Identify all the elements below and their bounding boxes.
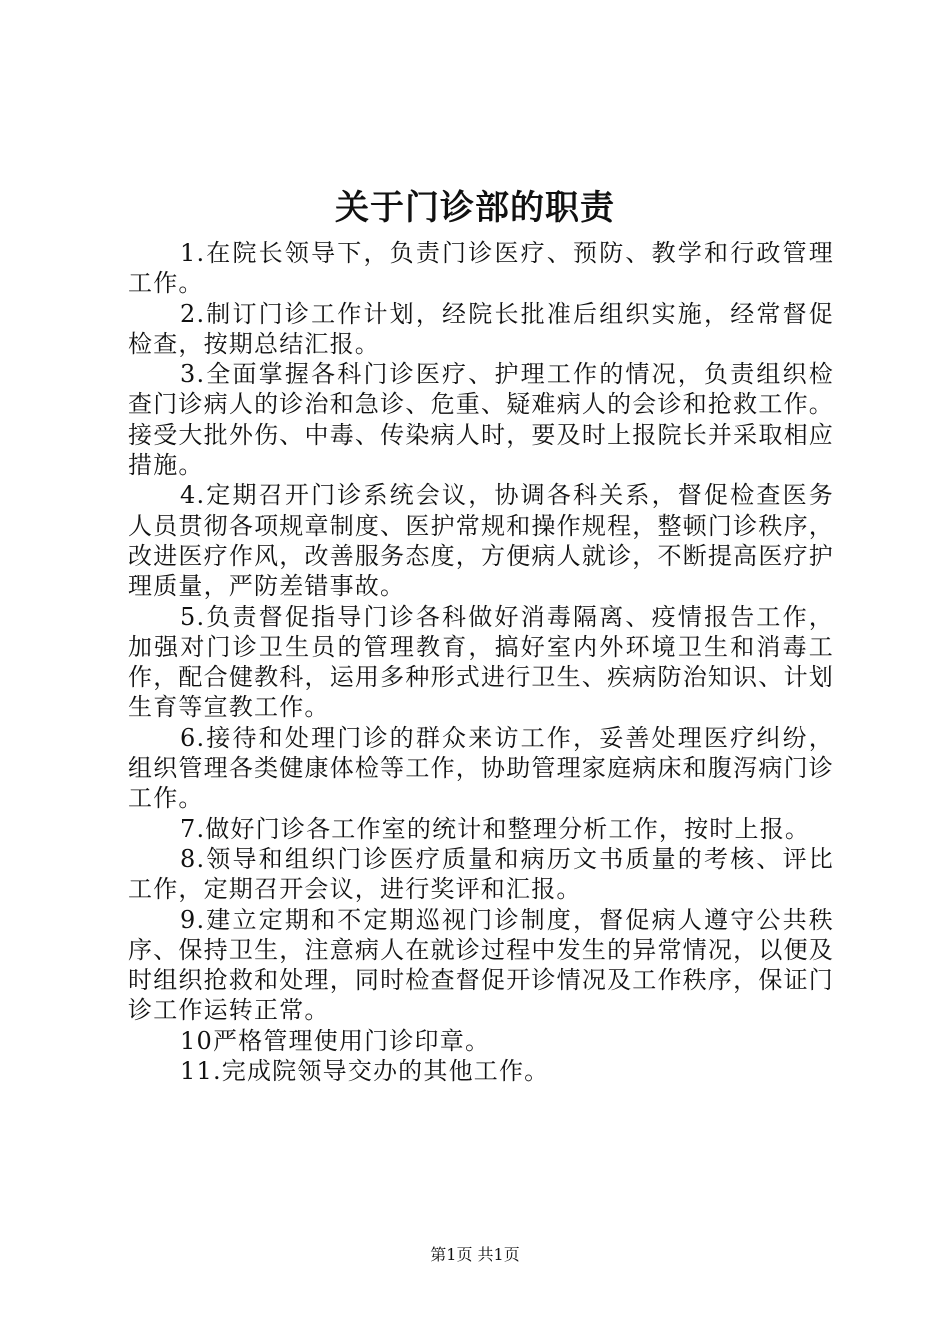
paragraph-6: 6.接待和处理门诊的群众来访工作，妥善处理医疗纠纷，组织管理各类健康体检等工作，协助管理家庭病床和腹泻病门诊工作。 [128, 723, 834, 813]
paragraph-4: 4.定期召开门诊系统会议，协调各科关系，督促检查医务人员贯彻各项规章制度、医护常规和操作规程，整顿门诊秩序，改进医疗作风，改善服务态度，方便病人就诊，不断提高医疗护理质量，严防差错事故。 [128, 481, 834, 601]
paragraph-3: 3.全面掌握各科门诊医疗、护理工作的情况，负责组织检查门诊病人的诊治和急诊、危重、疑难病人的会诊和抢救工作。接受大批外伤、中毒、传染病人时，要及时上报院长并采取相应措施。 [128, 360, 834, 480]
document-title: 关于门诊部的职责 [335, 188, 615, 228]
paragraph-5: 5.负责督促指导门诊各科做好消毒隔离、疫情报告工作，加强对门诊卫生员的管理教育，搞好室内外环境卫生和消毒工作，配合健教科，运用多种形式进行卫生、疾病防治知识、计划生育等宣教工作。 [128, 602, 834, 722]
paragraph-2: 2.制订门诊工作计划，经院长批准后组织实施，经常督促检查，按期总结汇报。 [128, 299, 834, 358]
paragraph-11: 11.完成院领导交办的其他工作。 [180, 1057, 550, 1086]
paragraph-8: 8.领导和组织门诊医疗质量和病历文书质量的考核、评比工作，定期召开会议，进行奖评和汇报。 [128, 844, 834, 904]
paragraph-1: 1.在院长领导下，负责门诊医疗、预防、教学和行政管理工作。 [128, 239, 834, 298]
paragraph-10: 10严格管理使用门诊印章。 [180, 1026, 491, 1055]
paragraph-9: 9.建立定期和不定期巡视门诊制度，督促病人遵守公共秩序、保持卫生，注意病人在就诊过程中发生的异常情况，以便及时组织抢救和处理，同时检查督促开诊情况及工作秩序，保证门诊工作运转正常。 [128, 905, 834, 1025]
page-footer: 第1页 共1页 [430, 1245, 520, 1264]
paragraph-7: 7.做好门诊各工作室的统计和整理分析工作，按时上报。 [180, 814, 811, 843]
document-body [128, 238, 834, 1086]
